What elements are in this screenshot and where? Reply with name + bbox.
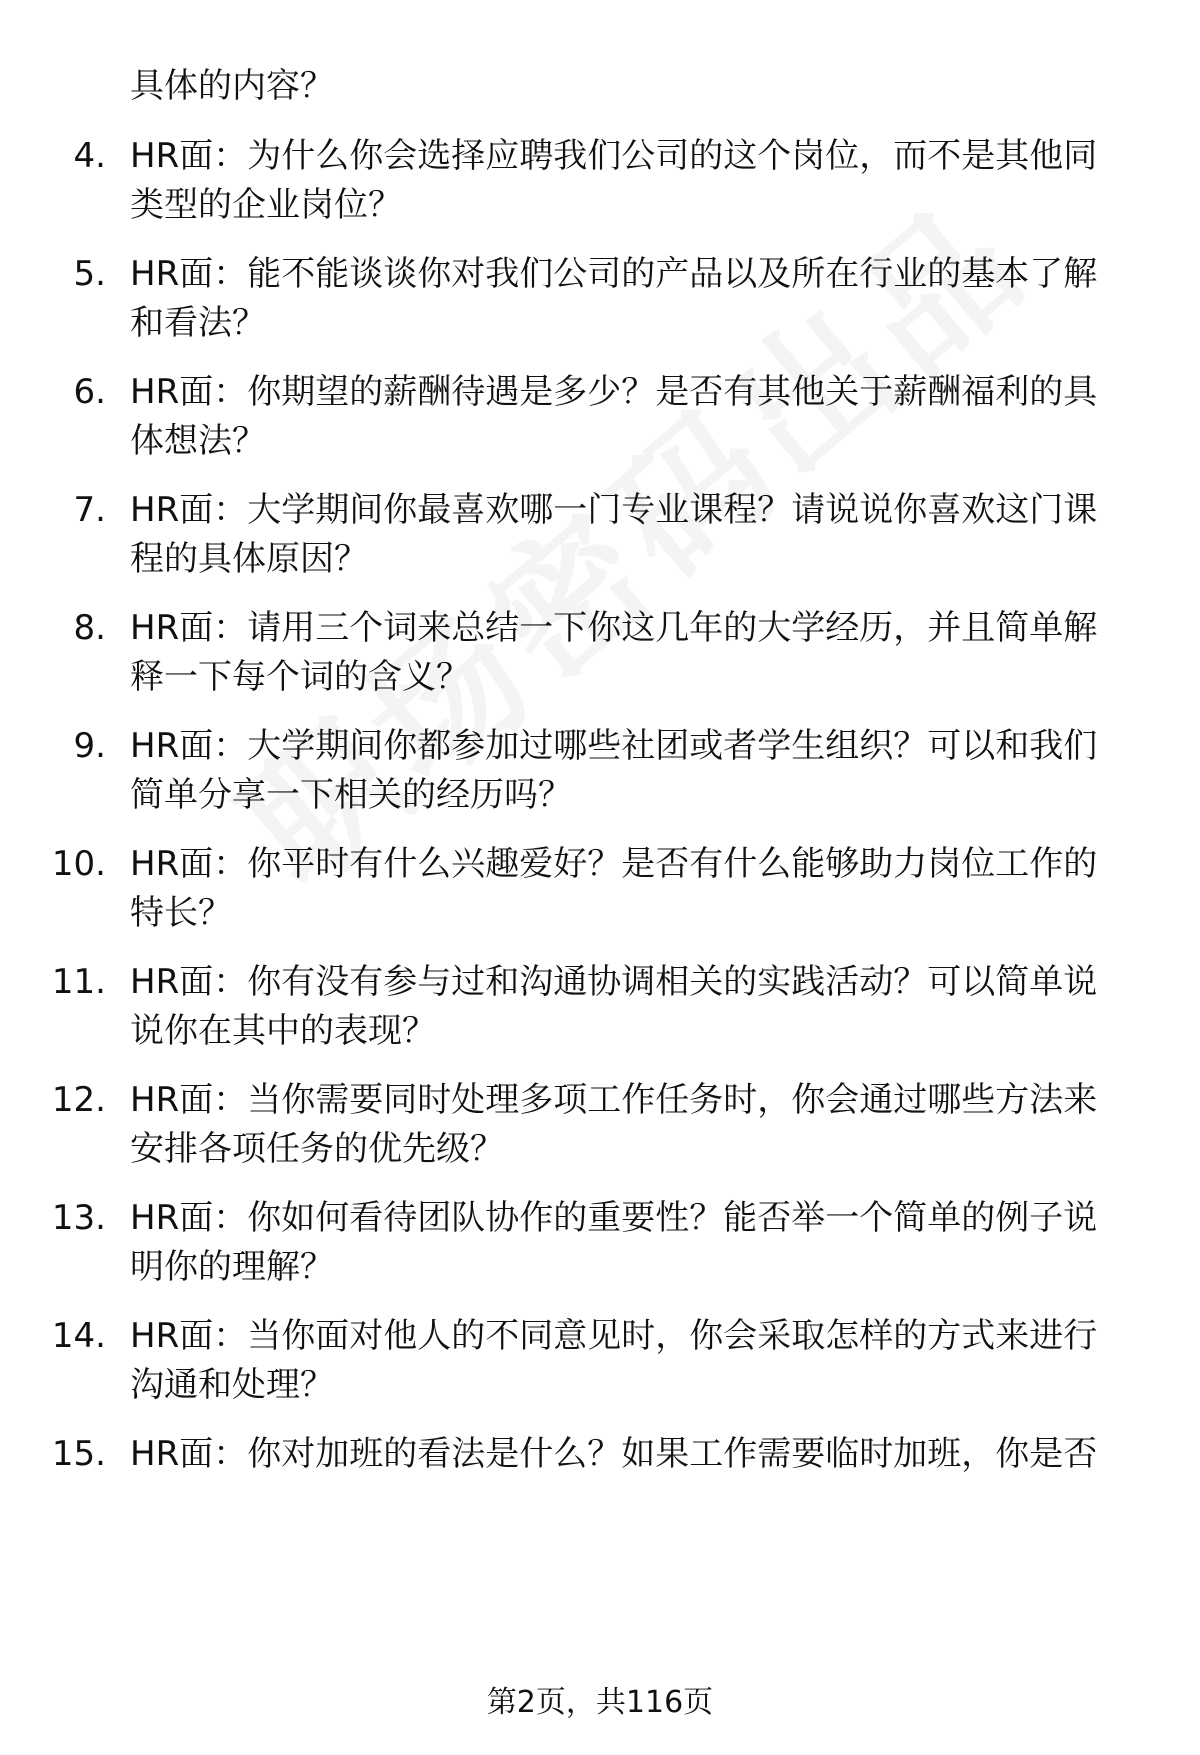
item-text-line: 释一下每个词的含义？ <box>130 657 470 697</box>
item-text-line: HR面：能不能谈谈你对我们公司的产品以及所在行业的基本了解 <box>130 254 1098 294</box>
item-number: 15. <box>51 1434 106 1474</box>
item-number: 8. <box>73 608 106 648</box>
item-number: 6. <box>73 372 106 412</box>
item-text-line: HR面：你对加班的看法是什么？如果工作需要临时加班，你是否 <box>130 1434 1098 1474</box>
item-text-line: 程的具体原因？ <box>130 539 368 579</box>
item-text-line: 体想法？ <box>130 421 266 461</box>
item-text-line: HR面：当你需要同时处理多项工作任务时，你会通过哪些方法来 <box>130 1080 1098 1120</box>
item-text-line: HR面：你有没有参与过和沟通协调相关的实践活动？可以简单说 <box>130 962 1098 1002</box>
item-number: 12. <box>51 1080 106 1120</box>
item-text-line: HR面：请用三个词来总结一下你这几年的大学经历，并且简单解 <box>130 608 1098 648</box>
item-text-line: 明你的理解？ <box>130 1247 334 1287</box>
item-text-line: HR面：你平时有什么兴趣爱好？是否有什么能够助力岗位工作的 <box>130 844 1098 884</box>
item-number: 4. <box>73 136 106 176</box>
item-text-line: HR面：大学期间你最喜欢哪一门专业课程？请说说你喜欢这门课 <box>130 490 1098 530</box>
item-number: 7. <box>73 490 106 530</box>
item-number: 9. <box>73 726 106 766</box>
item-text-line: 特长？ <box>130 893 232 933</box>
item-text-line: 安排各项任务的优先级？ <box>130 1129 504 1169</box>
item-text-line: 说你在其中的表现？ <box>130 1011 436 1051</box>
item-text-line: 类型的企业岗位？ <box>130 185 402 225</box>
item-text-line: HR面：你如何看待团队协作的重要性？能否举一个简单的例子说 <box>130 1198 1098 1238</box>
page-number-footer: 第2页，共116页 <box>486 1685 714 1720</box>
item-text-line: 简单分享一下相关的经历吗？ <box>130 775 572 815</box>
item-number: 13. <box>51 1198 106 1238</box>
item-text-line: HR面：大学期间你都参加过哪些社团或者学生组织？可以和我们 <box>130 726 1098 766</box>
item-number: 10. <box>51 844 106 884</box>
continued-line: 具体的内容？ <box>130 66 334 106</box>
item-text-line: HR面：为什么你会选择应聘我们公司的这个岗位，而不是其他同 <box>130 136 1098 176</box>
item-text-line: HR面：你期望的薪酬待遇是多少？是否有其他关于薪酬福利的具 <box>130 372 1098 412</box>
item-number: 5. <box>73 254 106 294</box>
item-number: 14. <box>51 1316 106 1356</box>
item-number: 11. <box>51 962 106 1002</box>
item-text-line: 沟通和处理？ <box>130 1365 334 1405</box>
item-text-line: 和看法？ <box>130 303 266 343</box>
item-text-line: HR面：当你面对他人的不同意见时，你会采取怎样的方式来进行 <box>130 1316 1098 1356</box>
